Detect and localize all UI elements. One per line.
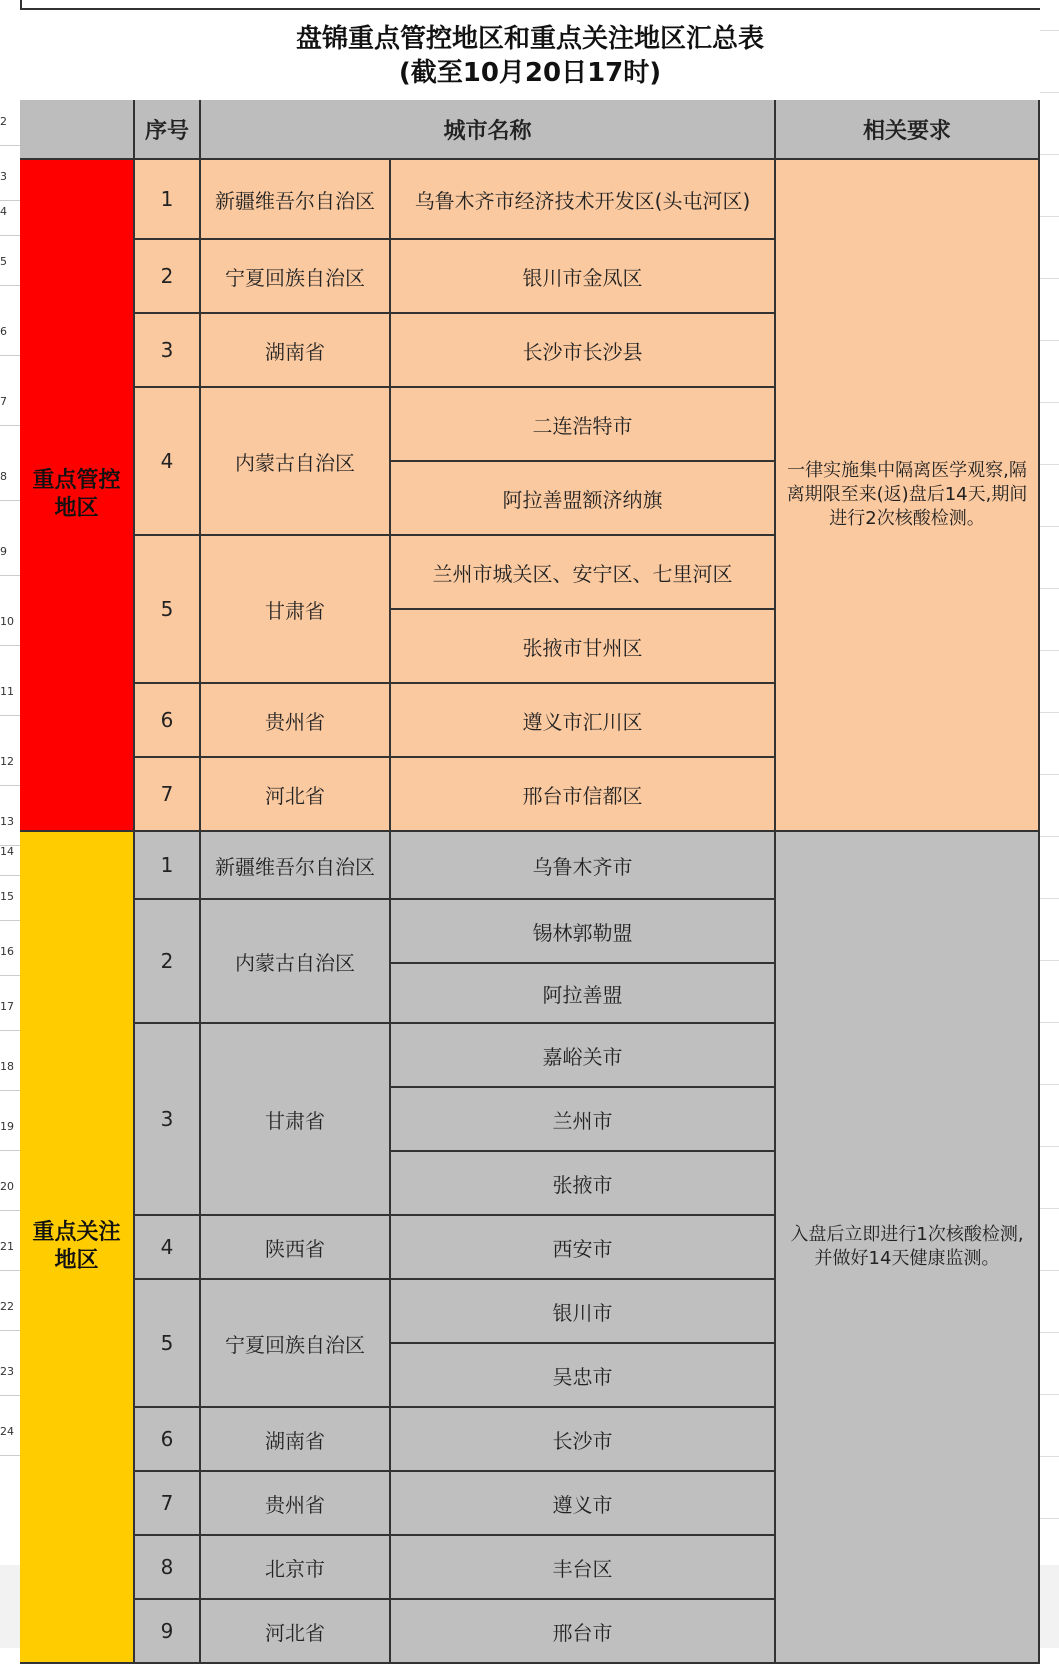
image-blur-left xyxy=(0,1565,20,1648)
row-number[interactable]: 18 xyxy=(0,1060,14,1073)
sheet-gridline xyxy=(1040,1270,1059,1271)
row-divider xyxy=(0,875,20,876)
sheet-gridline xyxy=(1040,216,1059,217)
sheet-gridline xyxy=(1040,1084,1059,1085)
sheet-gridline xyxy=(1040,960,1059,961)
control-city-cell[interactable]: 乌鲁木齐市经济技术开发区(头屯河区) xyxy=(391,160,776,240)
control-requirement-text: 一律实施集中隔离医学观察,隔离期限至来(返)盘后14天,期间进行2次核酸检测。 xyxy=(786,460,1028,529)
row-divider xyxy=(0,1455,20,1456)
control-province-cell[interactable]: 湖南省 xyxy=(201,314,391,388)
sheet-gridline xyxy=(1040,154,1059,155)
attention-seq-cell[interactable]: 6 xyxy=(135,1408,201,1472)
control-requirement-cell[interactable] xyxy=(776,160,1040,832)
sheet-gridline xyxy=(1040,712,1059,713)
sheet-gridline xyxy=(1040,650,1059,651)
row-number[interactable]: 2 xyxy=(0,115,7,128)
row-number[interactable]: 13 xyxy=(0,815,14,828)
attention-city-cell[interactable]: 锡林郭勒盟 xyxy=(391,900,776,964)
attention-requirement-text: 入盘后立即进行1次核酸检测,并做好14天健康监测。 xyxy=(790,1224,1024,1269)
row-divider xyxy=(0,425,20,426)
row-divider xyxy=(0,1330,20,1331)
control-seq-cell[interactable]: 2 xyxy=(135,240,201,314)
row-number[interactable]: 15 xyxy=(0,890,14,903)
title-date: (截至10月20日17时) xyxy=(398,58,662,88)
row-divider xyxy=(0,645,20,646)
sheet-gridline xyxy=(1040,464,1059,465)
attention-province-cell[interactable]: 宁夏回族自治区 xyxy=(201,1280,391,1408)
row-number[interactable]: 5 xyxy=(0,255,7,268)
control-seq-cell[interactable]: 6 xyxy=(135,684,201,758)
attention-seq-cell[interactable]: 3 xyxy=(135,1024,201,1216)
control-seq-cell[interactable]: 1 xyxy=(135,160,201,240)
sheet-gridline xyxy=(1040,526,1059,527)
image-blur-right xyxy=(1040,1565,1059,1648)
attention-city-cell[interactable]: 邢台市 xyxy=(391,1600,776,1664)
row-divider xyxy=(0,1395,20,1396)
row-number[interactable]: 3 xyxy=(0,170,7,183)
control-seq-cell[interactable]: 4 xyxy=(135,388,201,536)
attention-city-cell[interactable]: 吴忠市 xyxy=(391,1344,776,1408)
title-main: 盘锦重点管控地区和重点关注地区汇总表 xyxy=(295,24,764,54)
row-number[interactable]: 12 xyxy=(0,755,14,768)
sheet-gridline xyxy=(1040,1394,1059,1395)
attention-seq-cell[interactable]: 9 xyxy=(135,1600,201,1664)
attention-city-cell[interactable]: 嘉峪关市 xyxy=(391,1024,776,1088)
control-seq-cell[interactable]: 5 xyxy=(135,536,201,684)
row-divider xyxy=(0,285,20,286)
row-divider xyxy=(0,355,20,356)
sheet-gridline xyxy=(1040,30,1059,31)
attention-province-cell[interactable]: 内蒙古自治区 xyxy=(201,900,391,1024)
attention-province-cell[interactable]: 北京市 xyxy=(201,1536,391,1600)
row-number[interactable]: 21 xyxy=(0,1240,14,1253)
row-number[interactable]: 20 xyxy=(0,1180,14,1193)
sheet-gridline xyxy=(1040,836,1059,837)
control-province-cell[interactable]: 贵州省 xyxy=(201,684,391,758)
sheet-gridline xyxy=(1040,774,1059,775)
control-city-cell[interactable]: 张掖市甘州区 xyxy=(391,610,776,684)
row-divider xyxy=(0,145,20,146)
control-province-cell[interactable]: 河北省 xyxy=(201,758,391,832)
attention-seq-cell[interactable]: 5 xyxy=(135,1280,201,1408)
attention-city-cell[interactable]: 西安市 xyxy=(391,1216,776,1280)
attention-city-cell[interactable]: 兰州市 xyxy=(391,1088,776,1152)
row-number[interactable]: 6 xyxy=(0,325,7,338)
sheet-gridline xyxy=(1040,1456,1059,1457)
header-seq[interactable]: 序号 xyxy=(135,100,201,160)
row-divider xyxy=(0,575,20,576)
control-city-cell[interactable]: 遵义市汇川区 xyxy=(391,684,776,758)
control-province-cell[interactable]: 新疆维吾尔自治区 xyxy=(201,160,391,240)
control-province-cell[interactable]: 内蒙古自治区 xyxy=(201,388,391,536)
control-seq-cell[interactable]: 3 xyxy=(135,314,201,388)
sheet-gridline xyxy=(1040,1146,1059,1147)
row-divider xyxy=(0,1150,20,1151)
control-city-cell[interactable]: 长沙市长沙县 xyxy=(391,314,776,388)
attention-province-cell[interactable]: 贵州省 xyxy=(201,1472,391,1536)
attention-province-cell[interactable]: 甘肃省 xyxy=(201,1024,391,1216)
attention-region-label: 重点关注地区 xyxy=(32,1220,121,1273)
row-number[interactable]: 4 xyxy=(0,205,7,218)
table-title xyxy=(20,8,1040,104)
row-divider xyxy=(0,1270,20,1271)
row-divider xyxy=(0,920,20,921)
attention-province-cell[interactable]: 陕西省 xyxy=(201,1216,391,1280)
sheet-gridline xyxy=(1040,588,1059,589)
row-number[interactable]: 9 xyxy=(0,545,7,558)
attention-city-cell[interactable]: 阿拉善盟 xyxy=(391,964,776,1024)
attention-seq-cell[interactable]: 7 xyxy=(135,1472,201,1536)
row-divider xyxy=(0,500,20,501)
control-city-cell[interactable]: 阿拉善盟额济纳旗 xyxy=(391,462,776,536)
control-city-cell[interactable]: 兰州市城关区、安宁区、七里河区 xyxy=(391,536,776,610)
attention-seq-cell[interactable]: 8 xyxy=(135,1536,201,1600)
control-region-label: 重点管控地区 xyxy=(32,468,121,521)
sheet-gridline xyxy=(1040,92,1059,93)
row-number[interactable]: 8 xyxy=(0,470,7,483)
row-divider xyxy=(0,975,20,976)
row-divider xyxy=(0,1210,20,1211)
row-number[interactable]: 19 xyxy=(0,1120,14,1133)
attention-city-cell[interactable]: 遵义市 xyxy=(391,1472,776,1536)
control-city-cell[interactable]: 银川市金凤区 xyxy=(391,240,776,314)
sheet-gridline xyxy=(1040,898,1059,899)
row-number[interactable]: 24 xyxy=(0,1425,14,1438)
row-number[interactable]: 17 xyxy=(0,1000,14,1013)
attention-requirement-cell[interactable] xyxy=(776,832,1040,1664)
row-number[interactable]: 7 xyxy=(0,395,7,408)
sheet-gridline xyxy=(1040,1022,1059,1023)
row-divider xyxy=(0,1030,20,1031)
attention-city-cell[interactable]: 张掖市 xyxy=(391,1152,776,1216)
attention-city-cell[interactable]: 乌鲁木齐市 xyxy=(391,832,776,900)
attention-seq-cell[interactable]: 2 xyxy=(135,900,201,1024)
header-blank-cell[interactable] xyxy=(20,100,135,160)
sheet-gridline xyxy=(1040,278,1059,279)
attention-province-cell[interactable]: 河北省 xyxy=(201,1600,391,1664)
attention-city-cell[interactable]: 银川市 xyxy=(391,1280,776,1344)
attention-city-cell[interactable]: 长沙市 xyxy=(391,1408,776,1472)
row-number[interactable]: 22 xyxy=(0,1300,14,1313)
sheet-gridline xyxy=(1040,1518,1059,1519)
control-region-band[interactable] xyxy=(20,160,135,832)
attention-region-band[interactable] xyxy=(20,832,135,1664)
control-province-cell[interactable]: 宁夏回族自治区 xyxy=(201,240,391,314)
row-divider xyxy=(0,235,20,236)
row-number[interactable]: 10 xyxy=(0,615,14,628)
attention-seq-cell[interactable]: 1 xyxy=(135,832,201,900)
sheet-gridline xyxy=(1040,402,1059,403)
attention-seq-cell[interactable]: 4 xyxy=(135,1216,201,1280)
sheet-gridline xyxy=(1040,1208,1059,1209)
row-divider xyxy=(0,715,20,716)
header-city[interactable]: 城市名称 xyxy=(201,100,776,160)
row-number-column xyxy=(0,0,22,1648)
row-number[interactable]: 14 xyxy=(0,845,14,858)
row-number[interactable]: 11 xyxy=(0,685,14,698)
row-divider xyxy=(0,785,20,786)
sheet-gridline xyxy=(1040,340,1059,341)
attention-province-cell[interactable]: 湖南省 xyxy=(201,1408,391,1472)
row-divider xyxy=(0,200,20,201)
attention-city-cell[interactable]: 丰台区 xyxy=(391,1536,776,1600)
header-requirement[interactable]: 相关要求 xyxy=(776,100,1040,160)
sheet-gridline xyxy=(1040,1332,1059,1333)
row-number[interactable]: 16 xyxy=(0,945,14,958)
control-province-cell[interactable]: 甘肃省 xyxy=(201,536,391,684)
attention-province-cell[interactable]: 新疆维吾尔自治区 xyxy=(201,832,391,900)
control-seq-cell[interactable]: 7 xyxy=(135,758,201,832)
row-number[interactable]: 23 xyxy=(0,1365,14,1378)
control-city-cell[interactable]: 邢台市信都区 xyxy=(391,758,776,832)
control-city-cell[interactable]: 二连浩特市 xyxy=(391,388,776,462)
row-divider xyxy=(0,1090,20,1091)
